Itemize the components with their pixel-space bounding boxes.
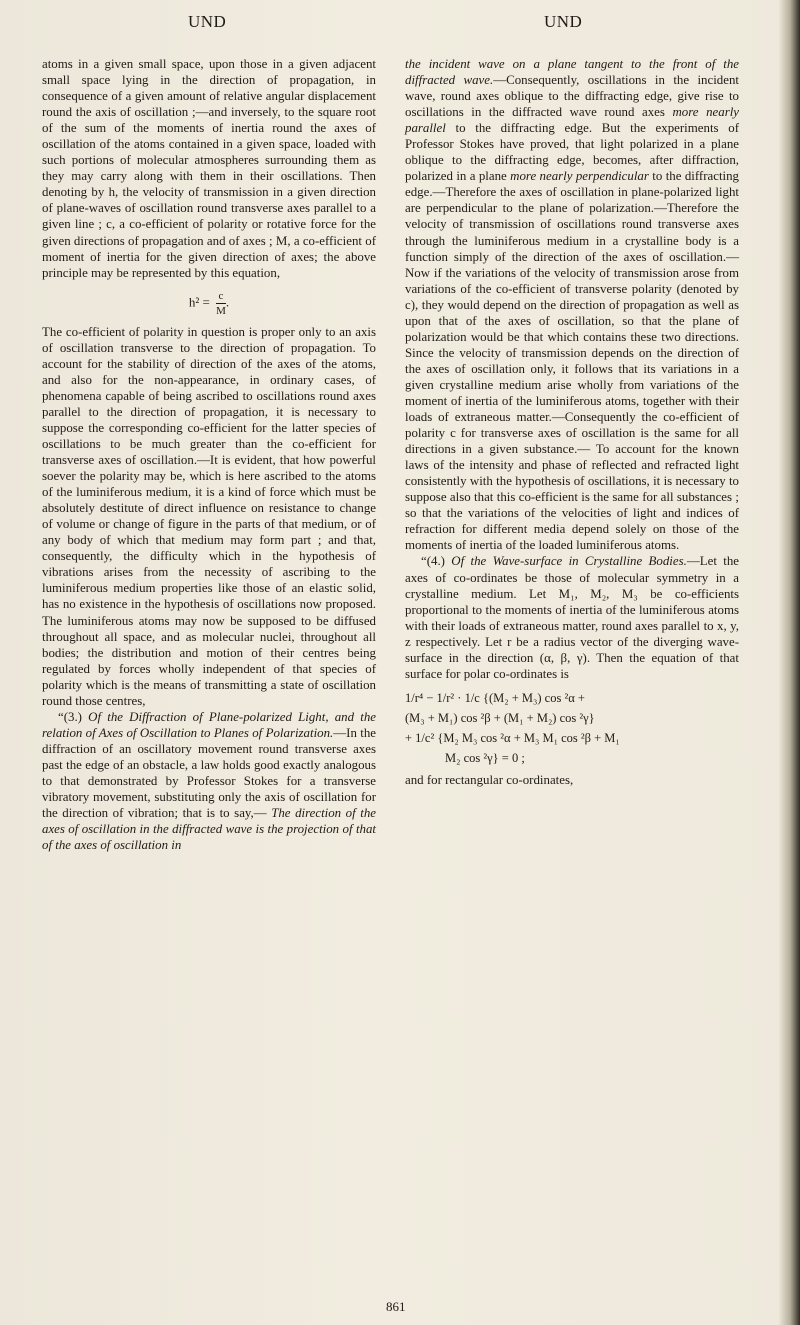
paragraph-wave-surface: [405, 553, 739, 681]
running-header-right: UND: [544, 12, 583, 31]
paragraph-polarity: The co-efficient of polarity in question is proper only to an axis of oscillation transverse to the direction of propagation. To account for the stability of direction of the axes of the atoms, and also for the non-appearance, in ordinary cases, of phenomena capable of being ascribed to oscillations round axes parallel to the direction of propagation, it is necessary to suppose the corresponding co-efficient for the latter species of oscillations to be much greater than the co-efficient for transverse axes of oscillation.—It is evident, that how powerful soever the polarity may be, which is here ascribed to the atoms of the luminiferous medium, it is a kind of force which must be absolutely destitute of direct influence on resistance to change of volume or change of figure in the parts of that medium, or of any body of which that medium may form part ; and that, consequently, the difficulty which in the hypothesis of vibrations arises from the necessity of ascribing to the luminiferous medium properties like those of an elastic solid, has no existence in the hypothesis of oscillations now proposed. The luminiferous atoms may now be supposed to be diffused throughout all space, and as molecular nuclei, throughout all bodies; the distribution and motion of their centres being regulated by forces wholly independent of that species of polarity which is the means of transmitting a state of oscillation round those centres,: [42, 324, 376, 708]
italic-continuation: the incident wave on a plane tangent to the front of the diffracted wave.: [405, 57, 739, 88]
page-number: 861: [386, 1299, 406, 1314]
section-title: Of the Wave-surface in Crystalline Bodies.: [451, 554, 687, 569]
paragraph-rectangular: and for rectangular co-ordinates,: [405, 773, 574, 788]
section-body: —Let the axes of co-ordinates be those of molecular symmetry in a crystalline medium. Let M₁, M₂, M₃ be co-efficients proportional to the moments of inertia of the luminiferous atoms with their loads of extraneous matter, round axes parallel to x, y, z respectively. Let r be a radius vector of the diverging wave-surface in the direction (α, β, γ). Then the equation of that surface for polar co-ordinates is: [405, 554, 739, 681]
equation-denominator: M: [216, 304, 226, 317]
section-number: “(3.): [58, 709, 89, 724]
right-column: [405, 56, 739, 788]
equation-line-1: 1/r⁴ − 1/r² · 1/c {(M₂ + M₃) cos ²α +: [405, 690, 585, 705]
section-number: “(4.): [421, 554, 452, 569]
paragraph-diffraction: [42, 709, 376, 853]
paragraph-oscillation-velocity: atoms in a given small space, upon those in a given adjacent small space lying in the direction of propagation, in consequence of a given amount of relative angular displacement round the axis of oscillation ;—and inversely, to the square root of the sum of the moments of inertia round the axes of oscillation of the atoms contained in a given space, loaded with such portions of molecular atmospheres surrounding them as they may carry along with them in their oscillations. Then denoting by h, the velocity of transmission in a given direction of plane-waves of oscillation round transverse axes parallel to a given line ; c, a co-efficient of polarity or rotative force for the given directions of propagation and of axes ; M, a co-efficient of moment of inertia for the given direction of axes; the above principle may be represented by this equation,: [42, 57, 376, 280]
body-text-b: to the diffracting edge. But the experiments of Professor Stokes have proved, that light polarized in a plane oblique to the diffracting edge, becomes, after diffraction, polarized in a plane: [405, 121, 739, 184]
equation-fraction: [216, 289, 226, 318]
equation-line-2: (M₃ + M₁) cos ²β + (M₁ + M₂) cos ²γ}: [405, 710, 595, 725]
equation-line-4: M₂ cos ²γ} = 0 ;: [445, 750, 525, 765]
equation-velocity: h² = $\frac{c}{M}$ .: [188, 289, 230, 317]
italic-more-nearly-perpendicular: more nearly perpendicular: [510, 169, 649, 184]
italic-more-nearly-parallel: more nearly parallel: [405, 105, 740, 136]
section-italic-law: The direction of the axes of oscillation in the diffracted wave is the projection of that of the axes of oscillation in: [42, 806, 376, 853]
paragraph-diffraction-continued: [405, 56, 739, 553]
section-body: —In the diffraction of an oscillatory movement round transverse axes past the edge of an obstacle, a law holds good exactly analogous to that demonstrated by Professor Stokes for a transverse vibratory movement, substituting only the axis of oscillation for the direction of vibration; that is to say,—: [42, 725, 376, 821]
book-spine-shadow: [778, 0, 800, 1325]
section-title: Of the Diffraction of Plane-polarized Light, and the relation of Axes of Oscillation to Planes of Polarization.: [42, 709, 377, 740]
equation-numerator: c: [216, 289, 226, 304]
body-text-a: —Consequently, oscillations in the incident wave, round axes oblique to the diffracting edge, give rise to oscillations in the diffracted wave round axes: [405, 73, 739, 120]
body-text-c: to the diffracting edge.—Therefore the axes of oscillation in plane-polarized light are perpendicular to the plane of polarization.—Therefore the velocity of transmission of oscillations round transverse axes through the luminiferous medium in a crystalline body is a function simply of the direction of the axes of oscillation.—Now if the variations of the velocity of transmission arose from variations of the co-efficient of transverse polarity (denoted by c), they would depend on the direction of propagation as well as upon that of the axes of oscillation, so that the plane of polarization would be that which contains these two directions. Since the velocity of transmission depends on the direction of the axes of oscillation only, it follows that its variations in a given crystalline medium arise wholly from variations of the moment of inertia of the luminiferous atoms, together with their loads of extraneous matter.—Consequently the co-efficient of polarity c for transverse axes of oscillation is the same for all directions in a given substance.— To account for the known laws of the intensity and phase of reflected and refracted light consistently with the hypothesis of oscillations, it is necessary to suppose also that this co-efficient is the same for all substances ; so that the variations of the velocities of light and indices of refraction for different media depend solely on those of the moments of inertia of the loaded luminiferous atoms.: [405, 169, 739, 553]
left-column: [42, 56, 376, 853]
wave-surface-equation: [405, 690, 739, 766]
equation-line-3: + 1/c² {M₂ M₃ cos ²α + M₃ M₁ cos ²β + M₁: [405, 730, 620, 745]
running-header-left: UND: [188, 12, 227, 31]
equation-lhs: h² =: [188, 294, 214, 310]
